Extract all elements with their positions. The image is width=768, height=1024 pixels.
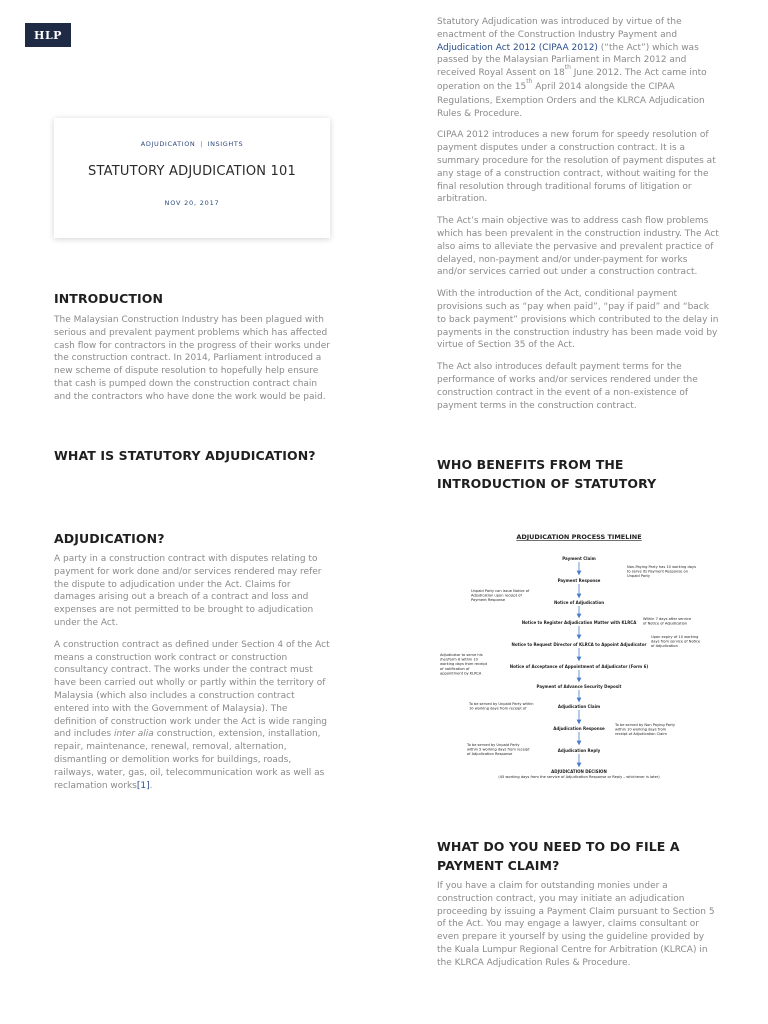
intro-paragraph-5: The Act also introduces default payment terms for the performance of works and/or services rendered under the construction contract in the event of a non-existence of payment terms in the construction contract. xyxy=(437,362,698,411)
category-adjudication-link[interactable]: ADJUDICATION xyxy=(140,140,196,148)
intro-paragraph-1: Statutory Adjudication was introduced by virtue of the enactment of the Construction Industry Payment and Adjudication Act 2012 (CIPAA 2012) (“the Act”) which was passed by the Malaysian Parliament in March 2012 and received Royal Assent on 18th June 2012. The Act came into operation on the 15th April 2014 alongside the CIPAA Regulations, Exemption Orders and the KLRCA Adjudication Rules & Procedure. xyxy=(437,17,707,119)
timeline-step-register-matter: Notice to Register Adjudication Matter with KLRCA xyxy=(521,620,637,625)
timeline-step-adjudication-response: Adjudication Response xyxy=(553,726,605,731)
article-title: STATUTORY ADJUDICATION 101 xyxy=(88,164,296,179)
hlp-logo[interactable]: HLP xyxy=(25,23,71,47)
timeline-step-adjudication-decision: ADJUDICATION DECISION xyxy=(551,769,607,774)
timeline-step-acceptance-of-appointment: Notice of Acceptance of Appointment of Adjudicator (Form 6) xyxy=(509,664,649,669)
timeline-step-notice-of-adjudication: Notice of Adjudication xyxy=(553,600,605,605)
timeline-step-payment-response: Payment Response xyxy=(557,578,601,583)
timeline-note-decision: (45 working days from the service of Adjudication Response or Reply – whichever is later) xyxy=(498,775,660,779)
timeline-note-request-director: Upon expiry of 10 working days from service of Notice of Adjudication xyxy=(651,635,701,649)
intro-right-column xyxy=(437,16,719,412)
introduction-heading: INTRODUCTION xyxy=(54,291,164,306)
article-header-card xyxy=(54,118,330,238)
intro-paragraph-4: With the introduction of the Act, conditional payment provisions such as “pay when paid”, “pay if paid” and “back to back payment” provisions which contributed to the delay in payments in the construction industry has been made void by virtue of Section 35 of the Act. xyxy=(437,289,719,351)
cipaa-link[interactable]: Adjudication Act 2012 (CIPAA 2012) xyxy=(437,42,598,53)
what-is-heading: WHAT IS STATUTORY ADJUDICATION? xyxy=(54,448,316,463)
timeline-note-adjudication-claim: To be served by Unpaid Party within 10 working days from receipt of xyxy=(469,702,534,711)
category-insights-link[interactable]: INSIGHTS xyxy=(207,140,244,148)
timeline-note-payment-response: Non-Paying Party has 10 working days to serve its Payment Response on Unpaid Party xyxy=(627,565,696,579)
adjudication-paragraph-2: A construction contract as defined under Section 4 of the Act means a construction work contract or construction consultancy contract. The works under the contract must have been carried out wholly or partly within the territory of Malaysia (which also includes a construction contract entered into with the Government of Malaysia). The definition of construction work under the Act is wide ranging and includes inter alia construction, extension, installation, repair, maintenance, renewal, removal, alternation, dismantling or demolition works for buildings, roads, railways, water, gas, oil, telecommunication work as well as reclamation works[1]. xyxy=(54,639,330,791)
payment-claim-body: If you have a claim for outstanding monies under a construction contract, you may initiate an adjudication proceeding by issuing a Payment Claim pursuant to Section 5 of the Act. You may engage a lawyer, claims consultant or even prepare it yourself by using the guideline provided by the Kuala Lumpur Regional Centre for Arbitration (KLRCA) in the KLRCA Adjudication Rules & Procedure. xyxy=(437,881,715,968)
timeline-step-security-deposit: Payment of Advance Security Deposit xyxy=(536,684,622,689)
intro-paragraph-3: The Act’s main objective was to address cash flow problems which has been prevalent in the construction industry. The Act also aims to alleviate the pervasive and prevalent practice of delayed, non-payment and/or under-payment for works and/or services carried out under a construction contract. xyxy=(437,216,719,278)
payment-claim-heading: WHAT DO YOU NEED TO DO FILE A PAYMENT CLAIM? xyxy=(437,839,680,873)
introduction-body: The Malaysian Construction Industry has been plagued with serious and prevalent payment problems which has affected cash flow for contractors in the progress of their works under the construction contract. In 2014, Parliament introduced a new scheme of dispute resolution to hopefully help ensure that cash is pumped down the construction contract chain and the contractors who have done the work would be paid. xyxy=(54,315,330,402)
timeline-step-adjudication-claim: Adjudication Claim xyxy=(557,704,601,709)
timeline-step-request-director: Notice to Request Director of KLRCA to Appoint Adjudicator xyxy=(511,642,647,647)
timeline-note-adjudicator-acceptance: Adjudicator to serve his /her/form 6 within 10 working days from receipt of notification of appointment by KLRCA xyxy=(440,653,488,676)
timeline-step-adjudication-reply: Adjudication Reply xyxy=(557,748,601,753)
timeline-note-adjudication-response: To be served by Non Paying Party within 10 working days from receipt of Adjudication Claim xyxy=(615,723,675,737)
category-separator: | xyxy=(200,140,203,148)
adjudication-paragraph-1: A party in a construction contract with disputes relating to payment for work done and/or services rendered may refer the dispute to adjudication under the Act. Claims for damages arising out a breach of a contract and loss and expenses are not permitted to be brought to adjudication under the Act. xyxy=(54,554,322,628)
intro-paragraph-2: CIPAA 2012 introduces a new forum for speedy resolution of payment disputes under a construction contract. It is a summary procedure for the resolution of payment disputes at any stage of a construction contract, without waiting for the final resolution through traditional forums of litigation or arbitration. xyxy=(437,130,716,205)
adjudication-timeline-diagram xyxy=(437,528,727,784)
timeline-note-notice-of-adjudication: Unpaid Party can issue Notice of Adjudication upon receipt of Payment Response xyxy=(471,589,530,603)
timeline-note-adjudication-reply: To be served by Unpaid Party within 5 working days from receipt of Adjudication Response xyxy=(467,743,530,757)
footnote-1-link[interactable]: [1] xyxy=(136,780,150,791)
category-links xyxy=(54,140,330,148)
timeline-title: ADJUDICATION PROCESS TIMELINE xyxy=(516,533,642,541)
adjudication-heading: ADJUDICATION? xyxy=(54,531,165,546)
article-date: NOV 20, 2017 xyxy=(164,199,220,207)
who-benefits-heading: WHO BENEFITS FROM THE INTRODUCTION OF STATUTORY xyxy=(437,457,657,491)
timeline-step-payment-claim: Payment Claim xyxy=(562,556,596,561)
adjudication-body xyxy=(54,553,330,792)
timeline-note-register-matter: Within 7 days after service of Notice of Adjudication xyxy=(643,617,692,626)
